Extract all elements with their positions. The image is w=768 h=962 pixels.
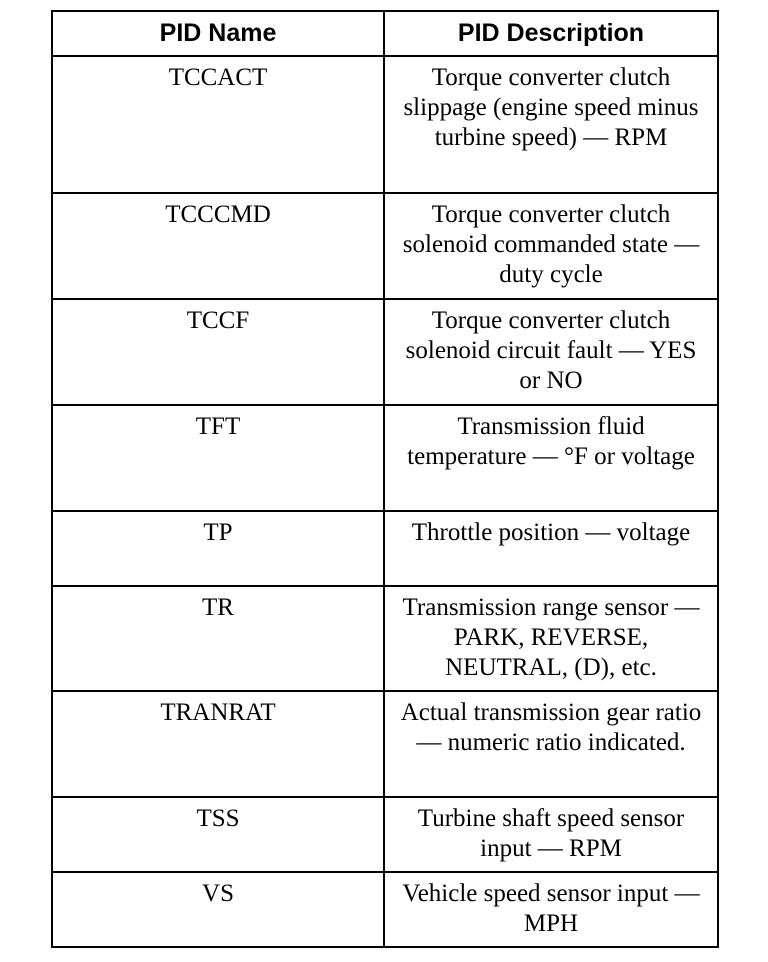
pid-description-cell: Vehicle speed sensor input — MPH <box>384 872 718 947</box>
table-row <box>52 299 718 405</box>
pid-name-cell: TP <box>52 511 384 586</box>
table-header-row <box>52 11 718 56</box>
pid-name-cell: TSS <box>52 797 384 872</box>
pid-name-cell: TRANRAT <box>52 691 384 797</box>
header-pid-name: PID Name <box>52 11 384 56</box>
pid-table <box>51 10 719 948</box>
table-row <box>52 193 718 299</box>
pid-description-cell: Turbine shaft speed sensor input — RPM <box>384 797 718 872</box>
pid-description-cell: Transmission range sensor — PARK, REVERSE, NEUTRAL, (D), etc. <box>384 586 718 691</box>
table-row <box>52 797 718 872</box>
table-row <box>52 872 718 947</box>
pid-name-cell: TCCF <box>52 299 384 405</box>
header-pid-description: PID Description <box>384 11 718 56</box>
pid-description-cell: Actual transmission gear ratio — numeric ratio indicated. <box>384 691 718 797</box>
pid-name-cell: TCCACT <box>52 56 384 193</box>
pid-description-cell: Torque converter clutch solenoid circuit fault — YES or NO <box>384 299 718 405</box>
table-row <box>52 586 718 691</box>
table-row <box>52 405 718 511</box>
pid-name-cell: TFT <box>52 405 384 511</box>
table-row <box>52 56 718 193</box>
pid-description-cell: Torque converter clutch solenoid commanded state — duty cycle <box>384 193 718 299</box>
pid-description-cell: Transmission fluid temperature — °F or voltage <box>384 405 718 511</box>
table-row <box>52 691 718 797</box>
pid-name-cell: VS <box>52 872 384 947</box>
pid-name-cell: TCCCMD <box>52 193 384 299</box>
pid-description-cell: Throttle position — voltage <box>384 511 718 586</box>
pid-name-cell: TR <box>52 586 384 691</box>
pid-description-cell: Torque converter clutch slippage (engine speed minus turbine speed) — RPM <box>384 56 718 193</box>
table-row <box>52 511 718 586</box>
